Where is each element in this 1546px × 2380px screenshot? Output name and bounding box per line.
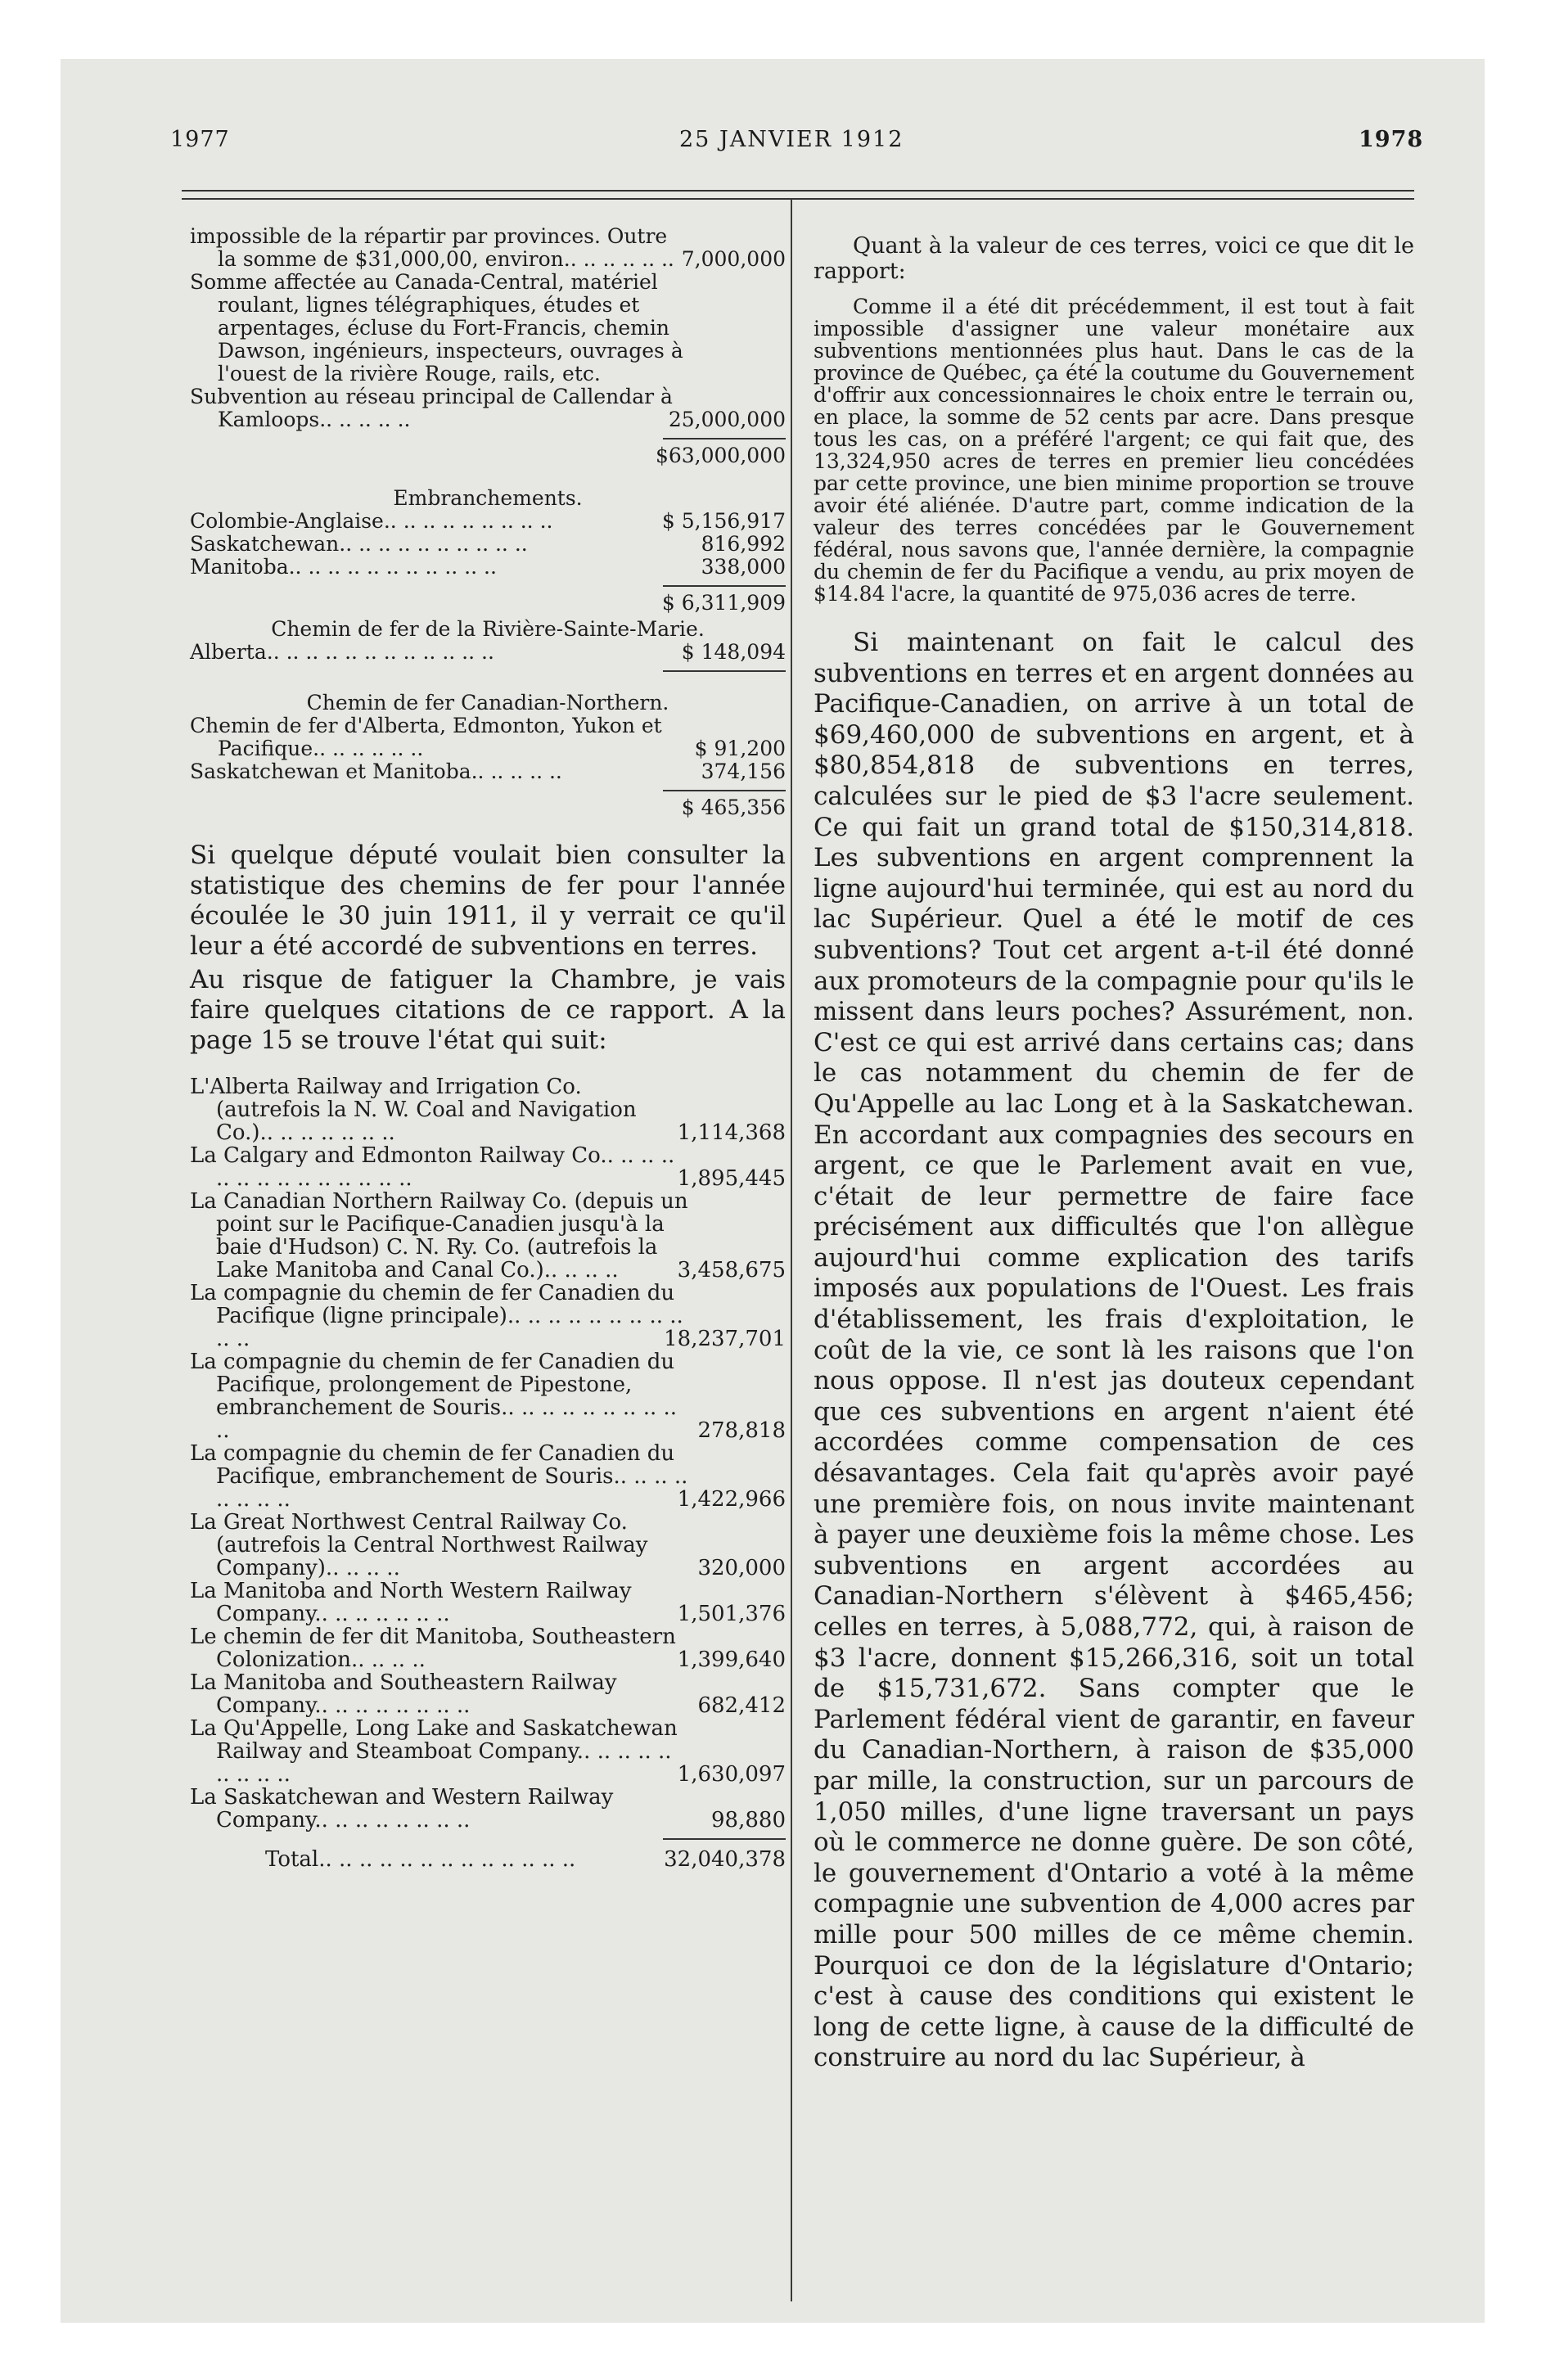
company-name: La compagnie du chemin de fer Canadien du Pacifique, embranchement de Souris.. .. .. .. .. .. .. .. (190, 1441, 688, 1512)
statement-amount: 338,000 (701, 555, 786, 579)
statement-label: impossible de la répartir par provinces. Outre la somme de $31,000,00, environ.. .. .. .. .. .. (190, 224, 674, 271)
section-heading-branches: Embranchements. (393, 486, 583, 510)
statement-label: Chemin de fer d'Alberta, Edmonton, Yukon et Pacifique.. .. .. .. .. .. (190, 714, 662, 760)
table-row (190, 1442, 786, 1511)
acreage: 1,422,966 (677, 1487, 786, 1512)
statement-row (190, 714, 786, 760)
company-name: La Canadian Northern Railway Co. (depuis un point sur le Pacifique-Canadien jusqu'à la baie d'Hudson) C. N. Ry. Co. (autrefois la Lake Manitoba and Canal Co.).. .. .. .. (190, 1189, 688, 1282)
total-amount: 32,040,378 (664, 1847, 786, 1872)
company-name: L'Alberta Railway and Irrigation Co. (autrefois la N. W. Coal and Navigation Co.).. .. .. .. .. .. .. (190, 1075, 637, 1145)
statement-label: Saskatchewan.. .. .. .. .. .. .. .. .. .. (190, 532, 528, 556)
statement-row (190, 533, 786, 556)
statement-label: Somme affectée au Canada-Central, matériel roulant, lignes télégraphiques, études et arpentages, écluse du Fort-Francis, chemin Dawson, ingénieurs, inspecteurs, ouvrages à l'ouest de la rivière Rouge, rails, etc. (190, 270, 683, 385)
acreage: 1,895,445 (677, 1166, 786, 1191)
table-row (190, 1144, 786, 1190)
table-row (190, 1717, 786, 1786)
statement-row (190, 225, 786, 271)
statement-row (190, 641, 786, 664)
table-row (190, 1075, 786, 1144)
statement-row (190, 556, 786, 579)
statement-amount: $ 91,200 (694, 737, 786, 760)
acreage: 320,000 (697, 1556, 786, 1580)
company-name: La Calgary and Edmonton Railway Co.. .. .. .. .. .. .. .. .. .. .. .. .. .. (190, 1143, 675, 1191)
table-row (190, 1190, 786, 1282)
statement-label: Subvention au réseau principal de Callendar à Kamloops.. .. .. .. .. (190, 385, 673, 431)
sum-rule (663, 790, 786, 791)
statement-amount: 7,000,000 (681, 247, 786, 271)
company-name: La Saskatchewan and Western Railway Company.. .. .. .. .. .. .. .. (190, 1785, 614, 1832)
table-row (190, 1625, 786, 1671)
total-label: Total.. .. .. .. .. .. .. .. .. .. .. .. .. (265, 1847, 576, 1872)
company-name: La Great Northwest Central Railway Co. (autrefois la Central Northwest Railway Company).. .. .. .. (190, 1510, 648, 1580)
table-row (190, 1350, 786, 1442)
statement-row (190, 271, 786, 385)
body-text (190, 841, 786, 1056)
company-name: La Manitoba and North Western Railway Company.. .. .. .. .. .. .. (190, 1579, 632, 1626)
acreage: 1,399,640 (677, 1648, 786, 1672)
statement-amount: 816,992 (701, 532, 786, 556)
company-name: La Qu'Appelle, Long Lake and Saskatchewan Railway and Steamboat Company.. .. .. .. .. .. .. .. .. (190, 1716, 678, 1787)
paragraph: Au risque de fatiguer la Chambre, je vais faire quelques citations de ce rapport. A la page 15 se trouve l'état qui suit: (190, 965, 786, 1055)
statement-row (190, 385, 786, 431)
statement-label: Alberta.. .. .. .. .. .. .. .. .. .. .. .. (190, 640, 494, 664)
section-heading-canadian-northern: Chemin de fer Canadian-Northern. (306, 691, 669, 714)
left-column (190, 225, 786, 1871)
statement-row (190, 760, 786, 783)
acreage: 1,630,097 (677, 1762, 786, 1787)
acreage: 1,114,368 (677, 1120, 786, 1145)
subsidies-total: $63,000,000 (655, 444, 786, 467)
company-name: La Manitoba and Southeastern Railway Company.. .. .. .. .. .. .. .. (190, 1670, 617, 1718)
column-divider (791, 198, 792, 2301)
acreage: 3,458,675 (677, 1258, 786, 1282)
header-rule-lower (182, 198, 1414, 200)
right-column (814, 233, 1414, 2074)
statement-row (190, 510, 786, 533)
table-total-row (190, 1848, 786, 1871)
statement-amount: 374,156 (701, 760, 786, 783)
statement-label: Saskatchewan et Manitoba.. .. .. .. .. (190, 760, 562, 783)
paragraph: Si quelque député voulait bien consulter la statistique des chemins de fer pour l'année écoulée le 30 juin 1911, il y verrait ce qu'il leur a été accordé de subventions en terres. (190, 841, 786, 961)
sum-rule (663, 585, 786, 587)
table-row (190, 1786, 786, 1832)
branches-total: $ 6,311,909 (661, 591, 786, 615)
land-grant-table (190, 1075, 786, 1871)
sum-rule (663, 438, 786, 439)
acreage: 682,412 (697, 1693, 786, 1718)
acreage: 98,880 (711, 1808, 786, 1832)
paragraph: Si maintenant on fait le calcul des subventions en terres et en argent données au Pacifique-Canadien, on arrive à un total de $69,460,000 de subventions en argent, et à $80,854,818 de subventions en terres, calculées sur le pied de $3 l'acre seulement. Ce qui fait un grand total de $150,314,818. Les subventions en argent comprennent la ligne aujourd'hui terminée, qui est au nord du lac Supérieur. Quel a été le motif de ces subventions? Tout cet argent a-t-il été donné aux promoteurs de la compagnie pour qu'ils le missent dans leurs poches? Assurément, non. C'est ce qui est arrivé dans certains cas; dans le cas notamment du chemin de fer de Qu'Appelle au lac Long et à la Saskatchewan. En accordant aux compagnies des secours en argent, ce que le Parlement avait en vue, c'était de leur permettre de faire face précisément aux difficultés que l'on allègue aujourd'hui comme explication des tarifs imposés aux populations de l'Ouest. Les frais d'établissement, les frais d'exploitation, le coût de la vie, ce sont là les raisons que l'on nous oppose. Il n'est jas douteux cependant que ces subventions en argent n'aient été accordées comme compensation de ces désavantages. Cela fait qu'après avoir payé une première fois, on nous invite maintenant à payer une deuxième fois la même chose. Les subventions en argent accordées au Canadian-Northern s'élèvent à $465,456; celles en terres, à 5,088,772, qui, à raison de $3 l'acre, donnent $15,266,316, soit un total de $15,731,672. Sans compter que le Parlement fédéral vient de garantir, en faveur du Canadian-Northern, à raison de $35,000 par mille, la construction, sur un parcours de 1,050 milles, d'une ligne traversant un pays où le commerce ne donne guère. De son côté, le gouvernement d'Ontario a voté à la même compagnie une subvention de 4,000 acres par mille pour 500 milles de ce même chemin. Pourquoi ce don de la législature d'Ontario; c'est à cause des conditions qui existent le long de cette ligne, à cause de la difficulté de construire au nord du lac Supérieur, à (814, 628, 1414, 2073)
header-rule (182, 190, 1414, 192)
page-number-right: 1978 (1359, 127, 1424, 152)
paragraph: Quant à la valeur de ces terres, voici ce que dit le rapport: (814, 233, 1414, 284)
canadian-northern-total: $ 465,356 (681, 796, 786, 819)
statement-label: Manitoba.. .. .. .. .. .. .. .. .. .. .. (190, 555, 497, 579)
table-row (190, 1671, 786, 1717)
company-name: Le chemin de fer dit Manitoba, Southeastern Colonization.. .. .. .. (190, 1625, 676, 1672)
table-row (190, 1511, 786, 1580)
running-header-date: 25 JANVIER 1912 (679, 127, 904, 152)
acreage: 1,501,376 (677, 1602, 786, 1626)
acreage: 18,237,701 (664, 1327, 786, 1351)
sum-rule (663, 670, 786, 672)
sum-rule (663, 1838, 786, 1840)
page-number-left: 1977 (170, 127, 230, 152)
company-name: La compagnie du chemin de fer Canadien du Pacifique, prolongement de Pipestone, embranchement de Souris.. .. .. .. .. .. .. .. .. .. (190, 1350, 678, 1443)
table-row (190, 1282, 786, 1350)
quoted-report: Comme il a été dit précédemment, il est tout à fait impossible d'assigner une valeur monétaire aux subventions mentionnées plus haut. Dans le cas de la province de Québec, ça été la coutume du Gouvernement d'offrir aux concessionnaires le choix entre le terrain ou, en place, la somme de 52 cents par acre. Dans presque tous les cas, on a préféré l'argent; ce qui fait que, des 13,324,950 acres de terres en premier lieu concédées par cette province, une bien minime proportion se trouve avoir été aliénée. D'autre part, comme indication de la valeur des terres concédées par le Gouvernement fédéral, nous savons que, l'année dernière, la compagnie du chemin de fer du Pacifique a vendu, au prix moyen de $14.84 l'acre, la quantité de 975,036 acres de terre. (814, 295, 1414, 606)
company-name: La compagnie du chemin de fer Canadien du Pacifique (ligne principale).. .. .. .. .. .. .. .. .. .. .. (190, 1281, 683, 1351)
acreage: 278,818 (697, 1418, 786, 1443)
statement-amount: $ 5,156,917 (661, 509, 786, 533)
statement-amount: $ 148,094 (681, 640, 786, 664)
statement-label: Colombie-Anglaise.. .. .. .. .. .. .. .. .. (190, 509, 553, 533)
statement-amount: 25,000,000 (668, 408, 786, 431)
table-row (190, 1580, 786, 1625)
section-heading-riviere: Chemin de fer de la Rivière-Sainte-Marie. (271, 617, 705, 641)
